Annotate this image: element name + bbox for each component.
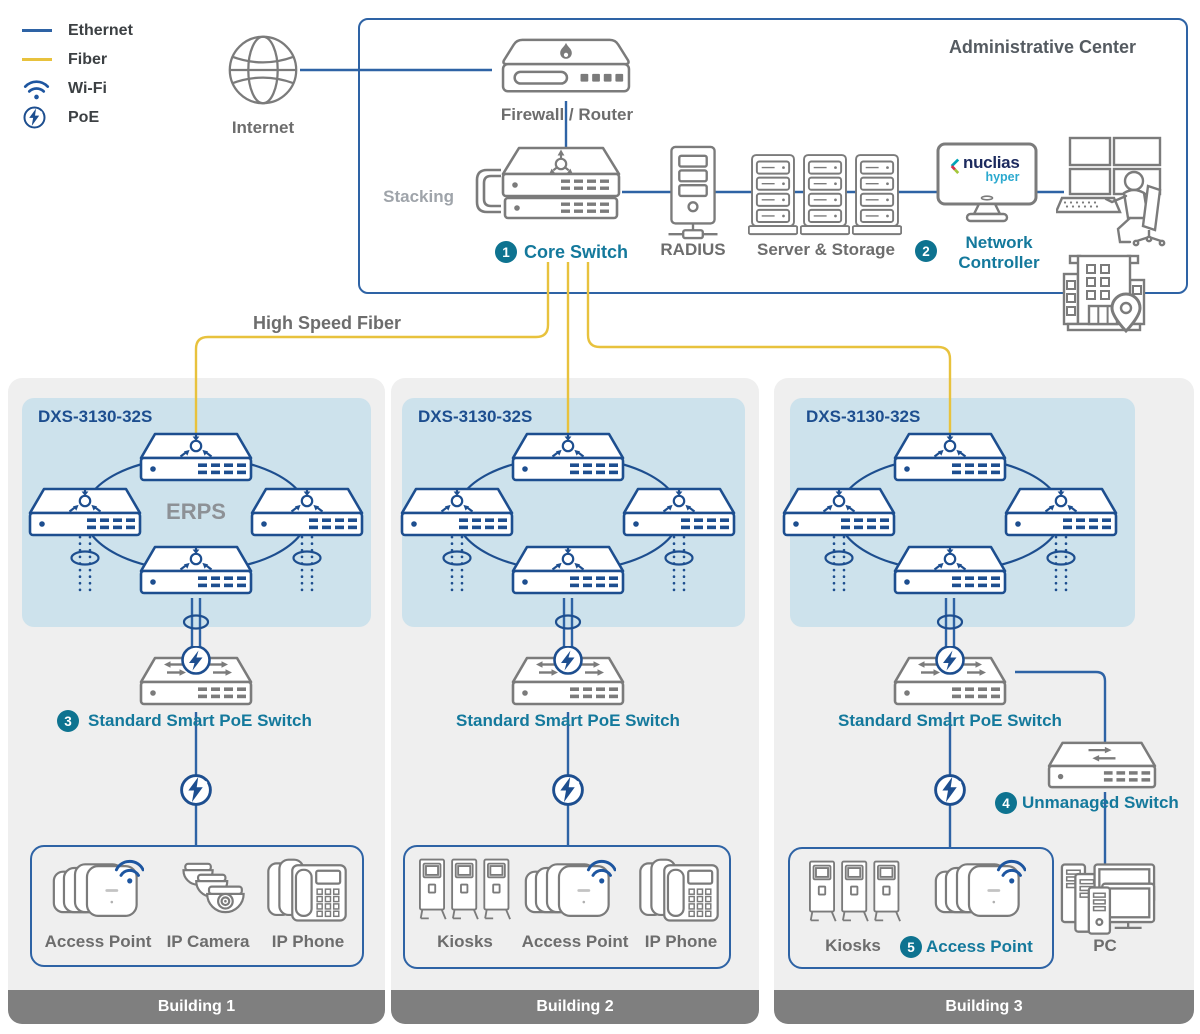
- internet-globe-icon: [226, 33, 300, 107]
- nuclias-sub-text: hyper: [985, 170, 1020, 184]
- ring-switch-icon: [506, 431, 630, 485]
- campus-building-pin-icon: [1056, 248, 1152, 334]
- legend-row-poe: [22, 103, 133, 132]
- ip-phone-icon: [638, 856, 720, 926]
- server-storage-label: Server & Storage: [757, 240, 895, 259]
- server-rack-icon: [800, 145, 850, 249]
- network-controller-label-line1: Network: [965, 233, 1033, 252]
- wifi-icon: [22, 77, 56, 101]
- legend-label: Fiber: [68, 50, 108, 68]
- poe-switch-label: Standard Smart PoE Switch: [838, 711, 1062, 730]
- ring-switch-icon: [617, 486, 741, 540]
- erps-label: ERPS: [166, 499, 226, 524]
- poe-switch-icon: [503, 646, 633, 710]
- legend-row-fiber: [22, 45, 133, 74]
- internet-label: Internet: [231, 118, 295, 137]
- building1-dxs-model-label: DXS-3130-32S: [38, 407, 153, 426]
- server-rack-icon: [852, 145, 902, 249]
- device-label: Kiosks: [825, 936, 881, 955]
- unmanaged-switch-icon: [1042, 740, 1162, 792]
- device-label: IP Phone: [271, 932, 345, 951]
- ring-switch-icon: [999, 486, 1123, 540]
- poe-icon: [22, 105, 56, 130]
- legend-row-ethernet: [22, 16, 133, 45]
- legend-label: Wi-Fi: [68, 79, 107, 97]
- poe-switch-icon: [885, 646, 1015, 710]
- ring-switch-icon: [888, 431, 1012, 485]
- building3-dxs-model-label: DXS-3130-32S: [806, 407, 921, 426]
- poe-injector-icon: [550, 772, 586, 808]
- device-label: Access Point: [926, 937, 1033, 956]
- high-speed-fiber-label: High Speed Fiber: [253, 313, 402, 333]
- building2-bar: Building 2: [391, 990, 759, 1024]
- nuclias-brand-text: nuclias: [963, 153, 1020, 172]
- building3-bar: Building 3: [774, 990, 1194, 1024]
- fiber-line-icon: [22, 58, 56, 61]
- firewall-label: Firewall / Router: [500, 105, 634, 124]
- nuclias-hyper-logo: [948, 154, 1030, 184]
- noc-operator-icon: [1056, 136, 1182, 248]
- radius-label: RADIUS: [660, 240, 726, 259]
- ip-phone-icon: [266, 856, 348, 926]
- stacking-label: Stacking: [383, 187, 454, 206]
- poe-switch-label: Standard Smart PoE Switch: [88, 711, 312, 730]
- network-controller-badge: 2: [915, 240, 937, 262]
- pc-icon: [1060, 862, 1156, 938]
- core-switch-label: Core Switch: [524, 242, 629, 262]
- nuclias-chevron-icon: [948, 156, 961, 178]
- building1-bar: Building 1: [8, 990, 385, 1024]
- ring-switch-icon: [395, 486, 519, 540]
- ring-switch-icon: [134, 431, 258, 485]
- legend: [22, 16, 133, 132]
- access-point-icon: [52, 858, 144, 924]
- ring-switch-icon: [23, 486, 147, 540]
- access-point-icon: [934, 858, 1026, 924]
- firewall-router-icon: [492, 37, 640, 99]
- poe-injector-icon: [932, 772, 968, 808]
- network-controller-label-line2: Controller: [958, 253, 1040, 272]
- device-label: Access Point: [521, 932, 629, 951]
- ring-switch-icon: [245, 486, 369, 540]
- legend-label: Ethernet: [68, 21, 133, 39]
- poe-switch-icon: [131, 646, 261, 710]
- legend-label: PoE: [68, 108, 100, 126]
- ip-camera-icon: [165, 862, 253, 924]
- core-switch-stack-icon: [466, 144, 644, 232]
- poe-switch-label: Standard Smart PoE Switch: [456, 711, 680, 730]
- ethernet-line-icon: [22, 29, 56, 32]
- ring-switch-icon: [888, 544, 1012, 598]
- unmanaged-switch-label: Unmanaged Switch: [1022, 793, 1179, 812]
- admin-title: Administrative Center: [948, 37, 1136, 57]
- kiosks-icon: [806, 860, 904, 926]
- ring-switch-icon: [506, 544, 630, 598]
- poe-injector-icon: [178, 772, 214, 808]
- device-label: IP Phone: [644, 932, 718, 951]
- ring-switch-icon: [777, 486, 901, 540]
- device-label: PC: [1093, 936, 1117, 955]
- device-label: Access Point: [44, 932, 152, 951]
- poe-switch-badge: 3: [57, 710, 79, 732]
- device-label: IP Camera: [166, 932, 250, 951]
- unmanaged-switch-badge: 4: [995, 792, 1017, 814]
- access-point-icon: [524, 858, 616, 924]
- building2-dxs-model-label: DXS-3130-32S: [418, 407, 533, 426]
- kiosks-icon: [416, 858, 514, 924]
- legend-row-wifi: [22, 74, 133, 103]
- device-label: Kiosks: [437, 932, 493, 951]
- access-point-badge: 5: [900, 936, 922, 958]
- radius-server-icon: [664, 145, 722, 243]
- core-switch-badge: 1: [495, 241, 517, 263]
- ring-switch-icon: [134, 544, 258, 598]
- server-rack-icon: [748, 145, 798, 249]
